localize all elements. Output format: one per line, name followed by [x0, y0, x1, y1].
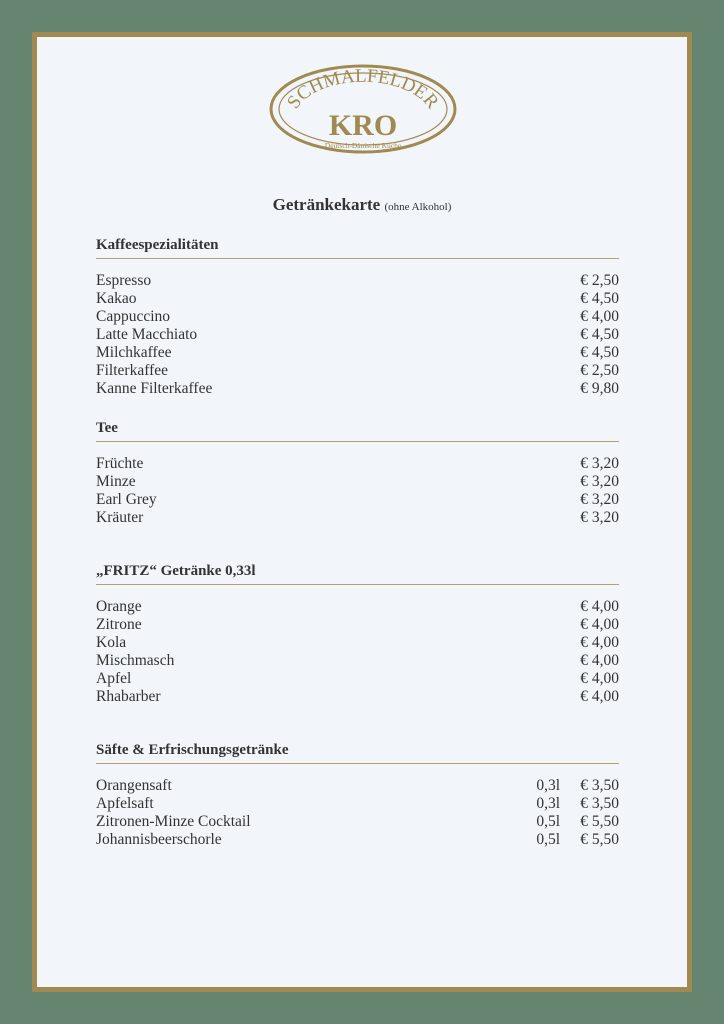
logo-main-text: KRO — [328, 109, 398, 142]
item-price: € 5,50 — [580, 813, 619, 830]
item-price: € 4,50 — [580, 344, 619, 361]
item-name: Kola — [96, 634, 127, 651]
logo-arc-text: SCHMALFELDER — [283, 65, 443, 113]
item-name: Kräuter — [96, 509, 144, 526]
item-price: € 4,00 — [580, 616, 619, 633]
item-price: € 2,50 — [580, 272, 619, 289]
menu-item — [96, 634, 619, 652]
menu-item — [96, 491, 619, 509]
item-name: Latte Macchiato — [96, 326, 198, 343]
menu-item — [96, 688, 619, 706]
item-name: Zitronen-Minze Cocktail — [96, 813, 251, 830]
item-name: Rhabarber — [96, 688, 161, 705]
item-size: 0,3l — [536, 795, 560, 812]
item-name: Filterkaffee — [96, 362, 169, 379]
item-name: Apfelsaft — [96, 795, 154, 812]
menu-item — [96, 616, 619, 634]
item-name: Apfel — [96, 670, 132, 687]
section-tee — [96, 420, 619, 527]
menu-item — [96, 308, 619, 326]
menu-item — [96, 380, 619, 398]
item-size: 0,5l — [536, 813, 560, 830]
item-size: 0,5l — [536, 831, 560, 848]
item-price: € 4,00 — [580, 598, 619, 615]
menu-item — [96, 813, 619, 831]
item-price: € 3,50 — [580, 795, 619, 812]
item-price: € 3,20 — [580, 509, 619, 526]
item-price: € 3,20 — [580, 473, 619, 490]
menu-item — [96, 831, 619, 849]
section-heading: Säfte & Erfrischungsgetränke — [96, 742, 619, 764]
section-fritz-getraenke — [96, 563, 619, 706]
item-name: Orangensaft — [96, 777, 172, 794]
menu-item — [96, 473, 619, 491]
item-name: Zitrone — [96, 616, 142, 633]
section-kaffeespezialitaeten — [96, 237, 619, 398]
menu-item — [96, 455, 619, 473]
menu-item — [96, 362, 619, 380]
item-price: € 4,00 — [580, 688, 619, 705]
item-price: € 3,50 — [580, 777, 619, 794]
section-heading: Kaffeespezialitäten — [96, 237, 619, 259]
item-name: Minze — [96, 473, 136, 490]
menu-item — [96, 272, 619, 290]
item-name: Kakao — [96, 290, 137, 307]
item-price: € 5,50 — [580, 831, 619, 848]
item-price: € 4,50 — [580, 290, 619, 307]
item-price: € 4,00 — [580, 308, 619, 325]
item-name: Kanne Filterkaffee — [96, 380, 213, 397]
item-name: Mischmasch — [96, 652, 175, 669]
section-saefte — [96, 742, 619, 849]
item-name: Earl Grey — [96, 491, 157, 508]
menu-item — [96, 795, 619, 813]
item-size: 0,3l — [536, 777, 560, 794]
item-price: € 4,00 — [580, 652, 619, 669]
menu-item — [96, 598, 619, 616]
section-heading: Tee — [96, 420, 619, 442]
page-title-sub: (ohne Alkohol) — [384, 201, 452, 213]
menu-item — [96, 670, 619, 688]
menu-item — [96, 344, 619, 362]
menu-item — [96, 290, 619, 308]
item-name: Cappuccino — [96, 308, 171, 325]
logo-tagline: Deutsch-Dänische Küche — [324, 141, 402, 150]
item-price: € 3,20 — [580, 455, 619, 472]
item-price: € 2,50 — [580, 362, 619, 379]
item-price: € 4,00 — [580, 634, 619, 651]
item-name: Orange — [96, 598, 142, 615]
menu-item — [96, 326, 619, 344]
item-name: Milchkaffee — [96, 344, 172, 361]
item-name: Früchte — [96, 455, 144, 472]
item-price: € 3,20 — [580, 491, 619, 508]
menu-item — [96, 777, 619, 795]
section-heading: „FRITZ“ Getränke 0,33l — [96, 563, 619, 585]
page-title-main: Getränkekarte — [272, 195, 381, 214]
item-price: € 9,80 — [580, 380, 619, 397]
item-name: Espresso — [96, 272, 152, 289]
item-price: € 4,00 — [580, 670, 619, 687]
menu-sheet — [32, 32, 692, 992]
menu-item — [96, 652, 619, 670]
menu-item — [96, 509, 619, 527]
restaurant-logo — [268, 63, 458, 155]
page-title — [37, 195, 687, 215]
item-price: € 4,50 — [580, 326, 619, 343]
item-name: Johannisbeerschorle — [96, 831, 222, 848]
